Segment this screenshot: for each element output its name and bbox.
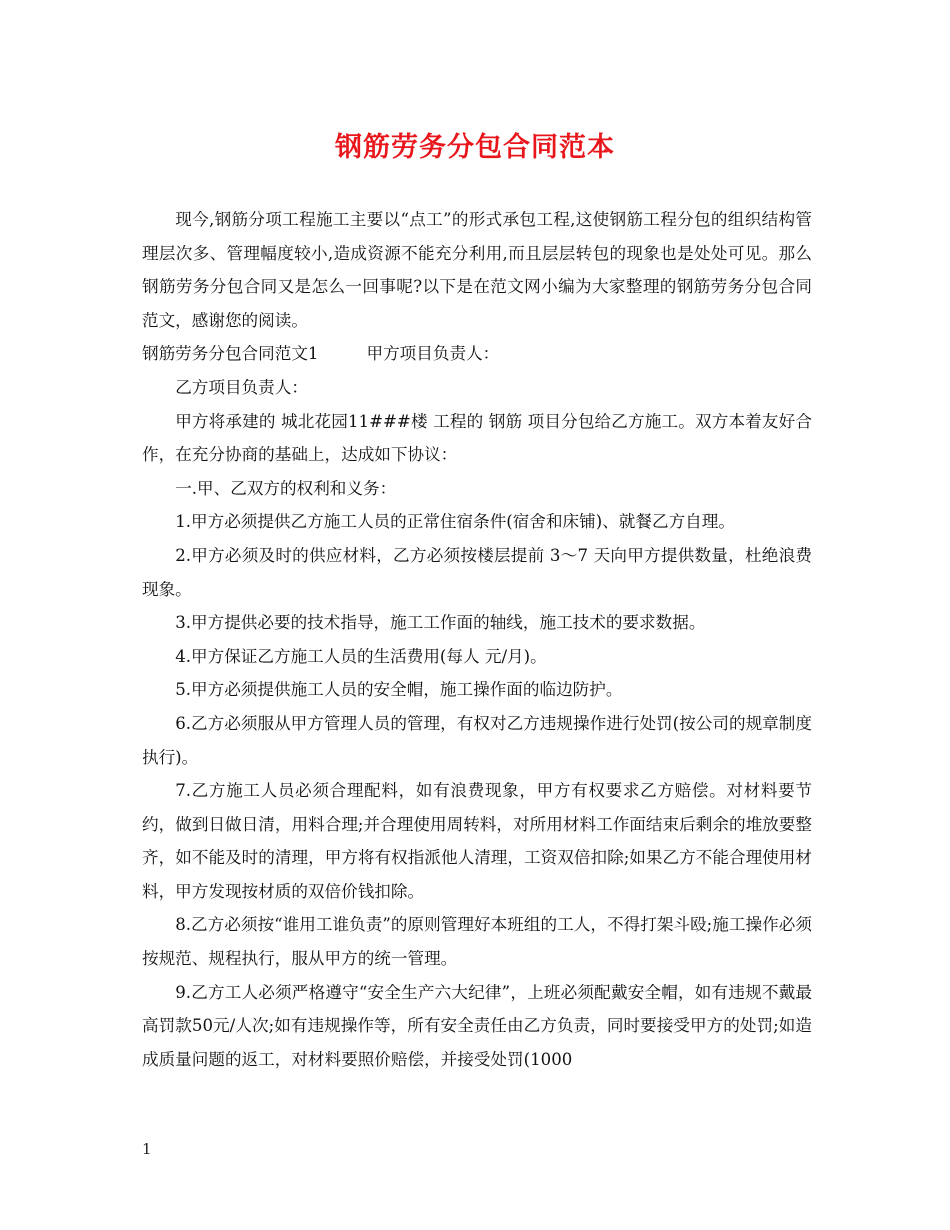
clause-item: 3.甲方提供必要的技术指导，施工工作面的轴线，施工技术的要求数据。 — [175, 613, 706, 633]
clause-item: 5.甲方必须提供施工人员的安全帽，施工操作面的临边防护。 — [175, 680, 623, 700]
document-body — [142, 203, 812, 1076]
clause-item: 2.甲方必须及时的供应材料，乙方必须按楼层提前 3～7 天向甲方提供数量，杜绝浪费现象。 — [142, 545, 812, 599]
document-title: 钢筋劳务分包合同范本 — [335, 132, 615, 163]
clause-item: 7.乙方施工人员必须合理配料，如有浪费现象，甲方有权要求乙方赔偿。对材料要节约，做到日做日清，用料合理;并合理使用周转料，对所用材料工作面结束后剩余的堆放要整齐，如不能及时的清理，甲方将有权指派他人清理，工资双倍扣除;如果乙方不能合理使用材料，甲方发现按材质的双倍价钱扣除。 — [142, 781, 812, 901]
page-number: 1 — [142, 1140, 152, 1158]
clause-item: 9.乙方工人必须严格遵守“安全生产六大纪律”，上班必须配戴安全帽，如有违规不戴最高罚款50元/人次;如有违规操作等，所有安全责任由乙方负责，同时要接受甲方的处罚;如造成质量问题的返工，对材料要照价赔偿，并接受处罚(1000 — [142, 982, 812, 1069]
party-a-lead: 甲方项目负责人： — [366, 344, 500, 364]
sample-heading-line — [142, 337, 812, 371]
section-heading: 一.甲、乙双方的权利和义务： — [175, 478, 397, 498]
clause-item: 4.甲方保证乙方施工人员的生活费用(每人 元/月)。 — [175, 646, 547, 666]
intro-paragraph: 现今,钢筋分项工程施工主要以“点工”的形式承包工程,这使钢筋工程分包的组织结构管理层次多、管理幅度较小,造成资源不能充分利用,而且层层转包的现象也是处处可见。那么钢筋劳务分包合同又是怎么一回事呢?以下是在范文网小编为大家整理的钢筋劳务分包合同范文，感谢您的阅读。 — [142, 210, 812, 330]
sample-label: 钢筋劳务分包合同范文1 — [142, 344, 319, 364]
party-b-lead: 乙方项目负责人： — [175, 377, 308, 397]
clause-item: 6.乙方必须服从甲方管理人员的管理，有权对乙方违规操作进行处罚(按公司的规章制度执行)。 — [142, 713, 812, 767]
agreement-paragraph: 甲方将承建的 城北花园11###楼 工程的 钢筋 项目分包给乙方施工。双方本着友好合作，在充分协商的基础上，达成如下协议： — [142, 411, 812, 465]
clause-item: 8.乙方必须按“谁用工谁负责”的原则管理好本班组的工人，不得打架斗殴;施工操作必须按规范、规程执行，服从甲方的统一管理。 — [142, 915, 812, 969]
clause-item: 1.甲方必须提供乙方施工人员的正常住宿条件(宿舍和床铺)、就餐乙方自理。 — [175, 512, 735, 532]
